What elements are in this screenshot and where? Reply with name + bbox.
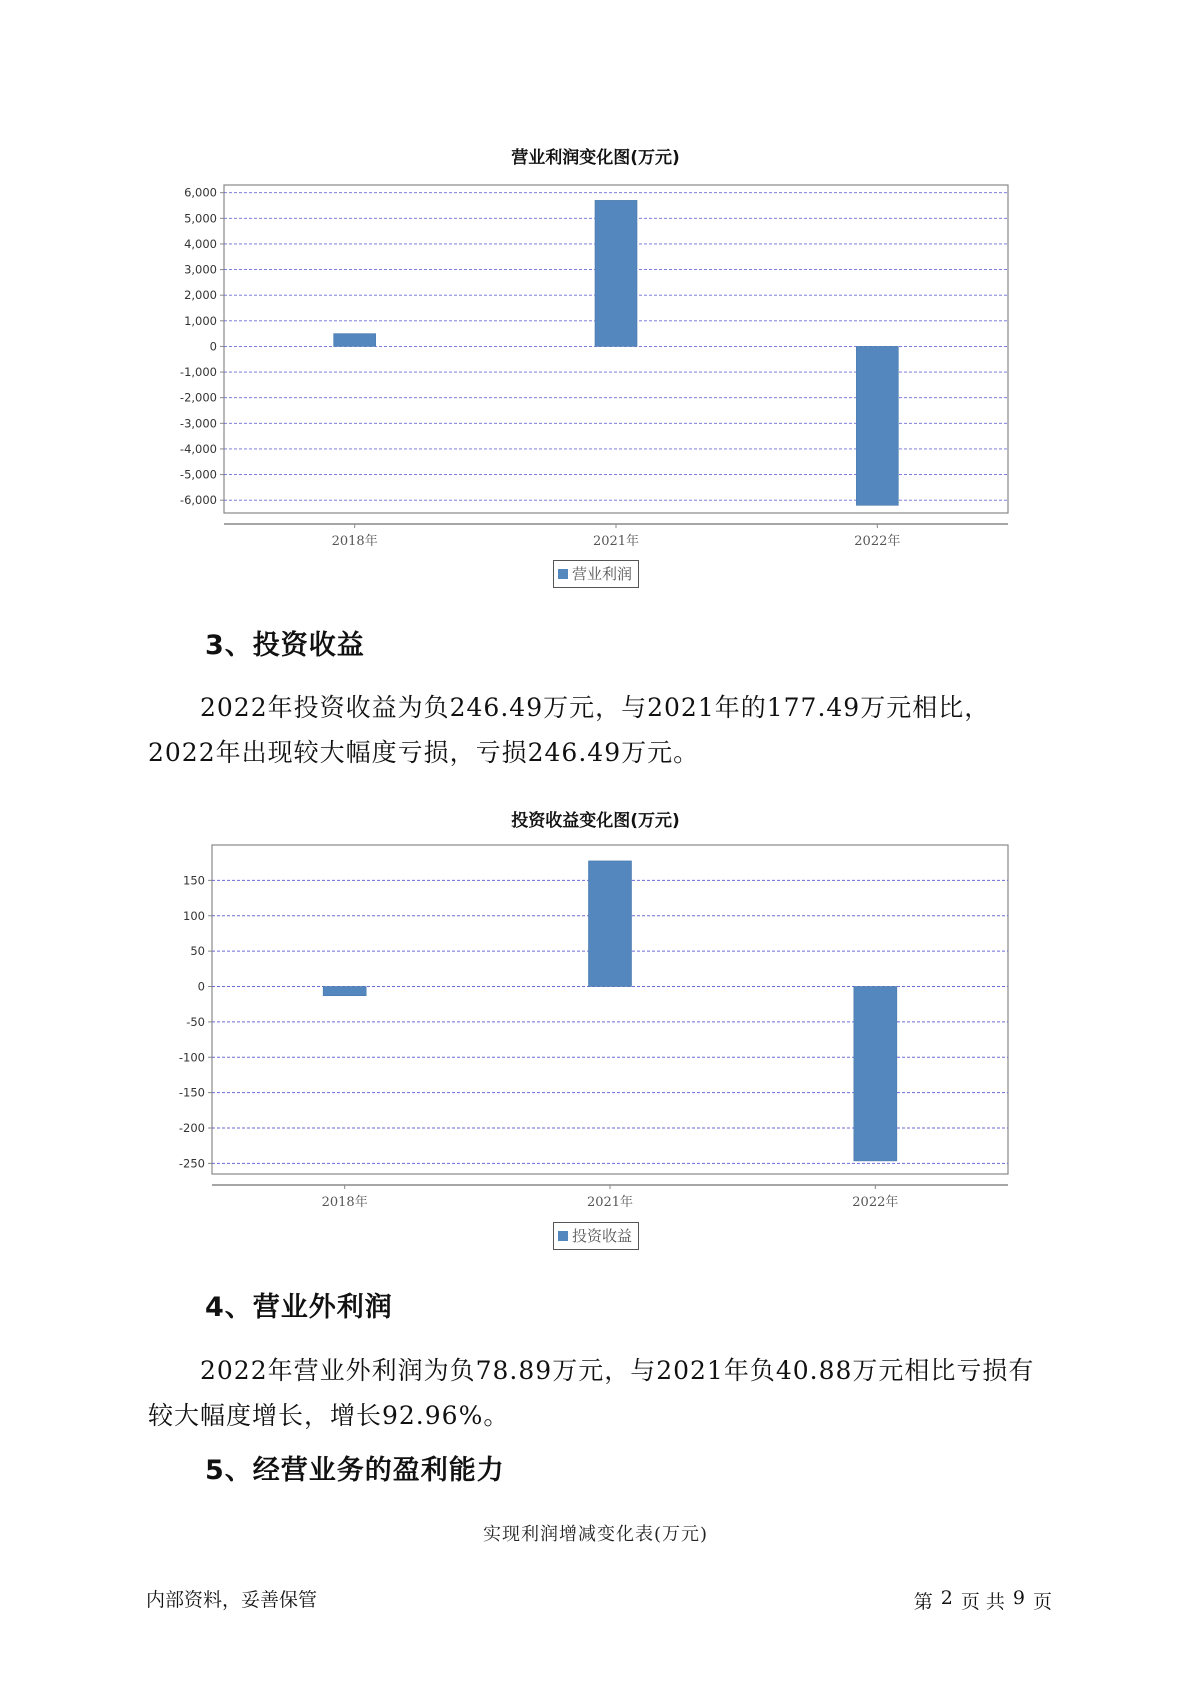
y-tick-label: -5,000 xyxy=(179,467,217,482)
section-5-heading: 5、经营业务的盈利能力 xyxy=(205,1455,505,1486)
footer-confidential-note: 内部资料，妥善保管 xyxy=(146,1589,318,1611)
y-tick-label: -200 xyxy=(178,1121,205,1136)
legend-swatch xyxy=(558,569,568,579)
bar-2022年 xyxy=(856,346,898,505)
y-tick-label: -100 xyxy=(178,1050,205,1065)
y-tick-label: -2,000 xyxy=(179,390,217,405)
plot-frame xyxy=(212,845,1008,1174)
bar-2022年 xyxy=(854,987,897,1161)
y-tick-label: -150 xyxy=(178,1085,205,1100)
y-tick-label: 3,000 xyxy=(184,262,217,277)
y-tick-label: 0 xyxy=(197,979,205,994)
bar-2021年 xyxy=(595,200,637,346)
current-page: 2 xyxy=(940,1587,953,1609)
y-tick-label: 5,000 xyxy=(184,211,217,226)
page-mid: 页 共 xyxy=(960,1591,1005,1613)
y-tick-label: 150 xyxy=(183,873,205,888)
y-tick-label: -50 xyxy=(186,1014,205,1029)
chart-title-operating-profit: 营业利润变化图(万元) xyxy=(511,148,680,168)
legend-label: 投资收益 xyxy=(572,1227,633,1245)
y-tick-label: -250 xyxy=(178,1156,205,1171)
y-tick-label: -6,000 xyxy=(179,493,217,508)
y-tick-label: 1,000 xyxy=(184,313,217,328)
bar-2021年 xyxy=(589,861,632,987)
y-tick-label: 6,000 xyxy=(184,185,217,200)
footer-page-number xyxy=(914,1587,1052,1614)
x-tick-label: 2018年 xyxy=(321,1195,368,1210)
page-suffix: 页 xyxy=(1032,1591,1052,1613)
y-tick-label: -1,000 xyxy=(179,365,217,380)
y-tick-label: 50 xyxy=(190,944,205,959)
y-tick-label: 4,000 xyxy=(184,236,217,251)
chart-legend-operating-profit xyxy=(553,560,639,588)
y-tick-label: -4,000 xyxy=(179,441,217,456)
y-tick-label: -3,000 xyxy=(179,416,217,431)
x-tick-label: 2018年 xyxy=(331,534,378,549)
y-tick-label: 2,000 xyxy=(184,288,217,303)
chart-legend-investment-income xyxy=(553,1222,639,1250)
section-3-heading: 3、投资收益 xyxy=(205,630,365,661)
legend-label: 营业利润 xyxy=(572,565,633,583)
section-3-paragraph: 2022年投资收益为负246.49万元，与2021年的177.49万元相比，2022年出现较大幅度亏损，亏损246.49万元。 xyxy=(148,693,991,767)
table-caption: 实现利润增减变化表(万元) xyxy=(482,1524,709,1545)
x-tick-label: 2022年 xyxy=(854,534,901,549)
bar-2018年 xyxy=(323,987,366,996)
legend-swatch xyxy=(558,1231,568,1241)
bar-2018年 xyxy=(334,334,376,347)
x-tick-label: 2021年 xyxy=(592,534,640,549)
total-pages: 9 xyxy=(1012,1587,1025,1609)
y-tick-label: 0 xyxy=(209,339,217,354)
y-tick-label: 100 xyxy=(183,908,205,923)
x-tick-label: 2021年 xyxy=(586,1195,634,1210)
x-tick-label: 2022年 xyxy=(852,1195,899,1210)
operating-profit-chart xyxy=(0,0,1191,560)
page-prefix: 第 xyxy=(913,1591,933,1613)
section-4-heading: 4、营业外利润 xyxy=(205,1292,393,1323)
chart-title-investment-income: 投资收益变化图(万元) xyxy=(511,811,680,831)
section-4-paragraph: 2022年营业外利润为负78.89万元，与2021年负40.88万元相比亏损有较大幅度增长，增长92.96%。 xyxy=(148,1356,1035,1430)
